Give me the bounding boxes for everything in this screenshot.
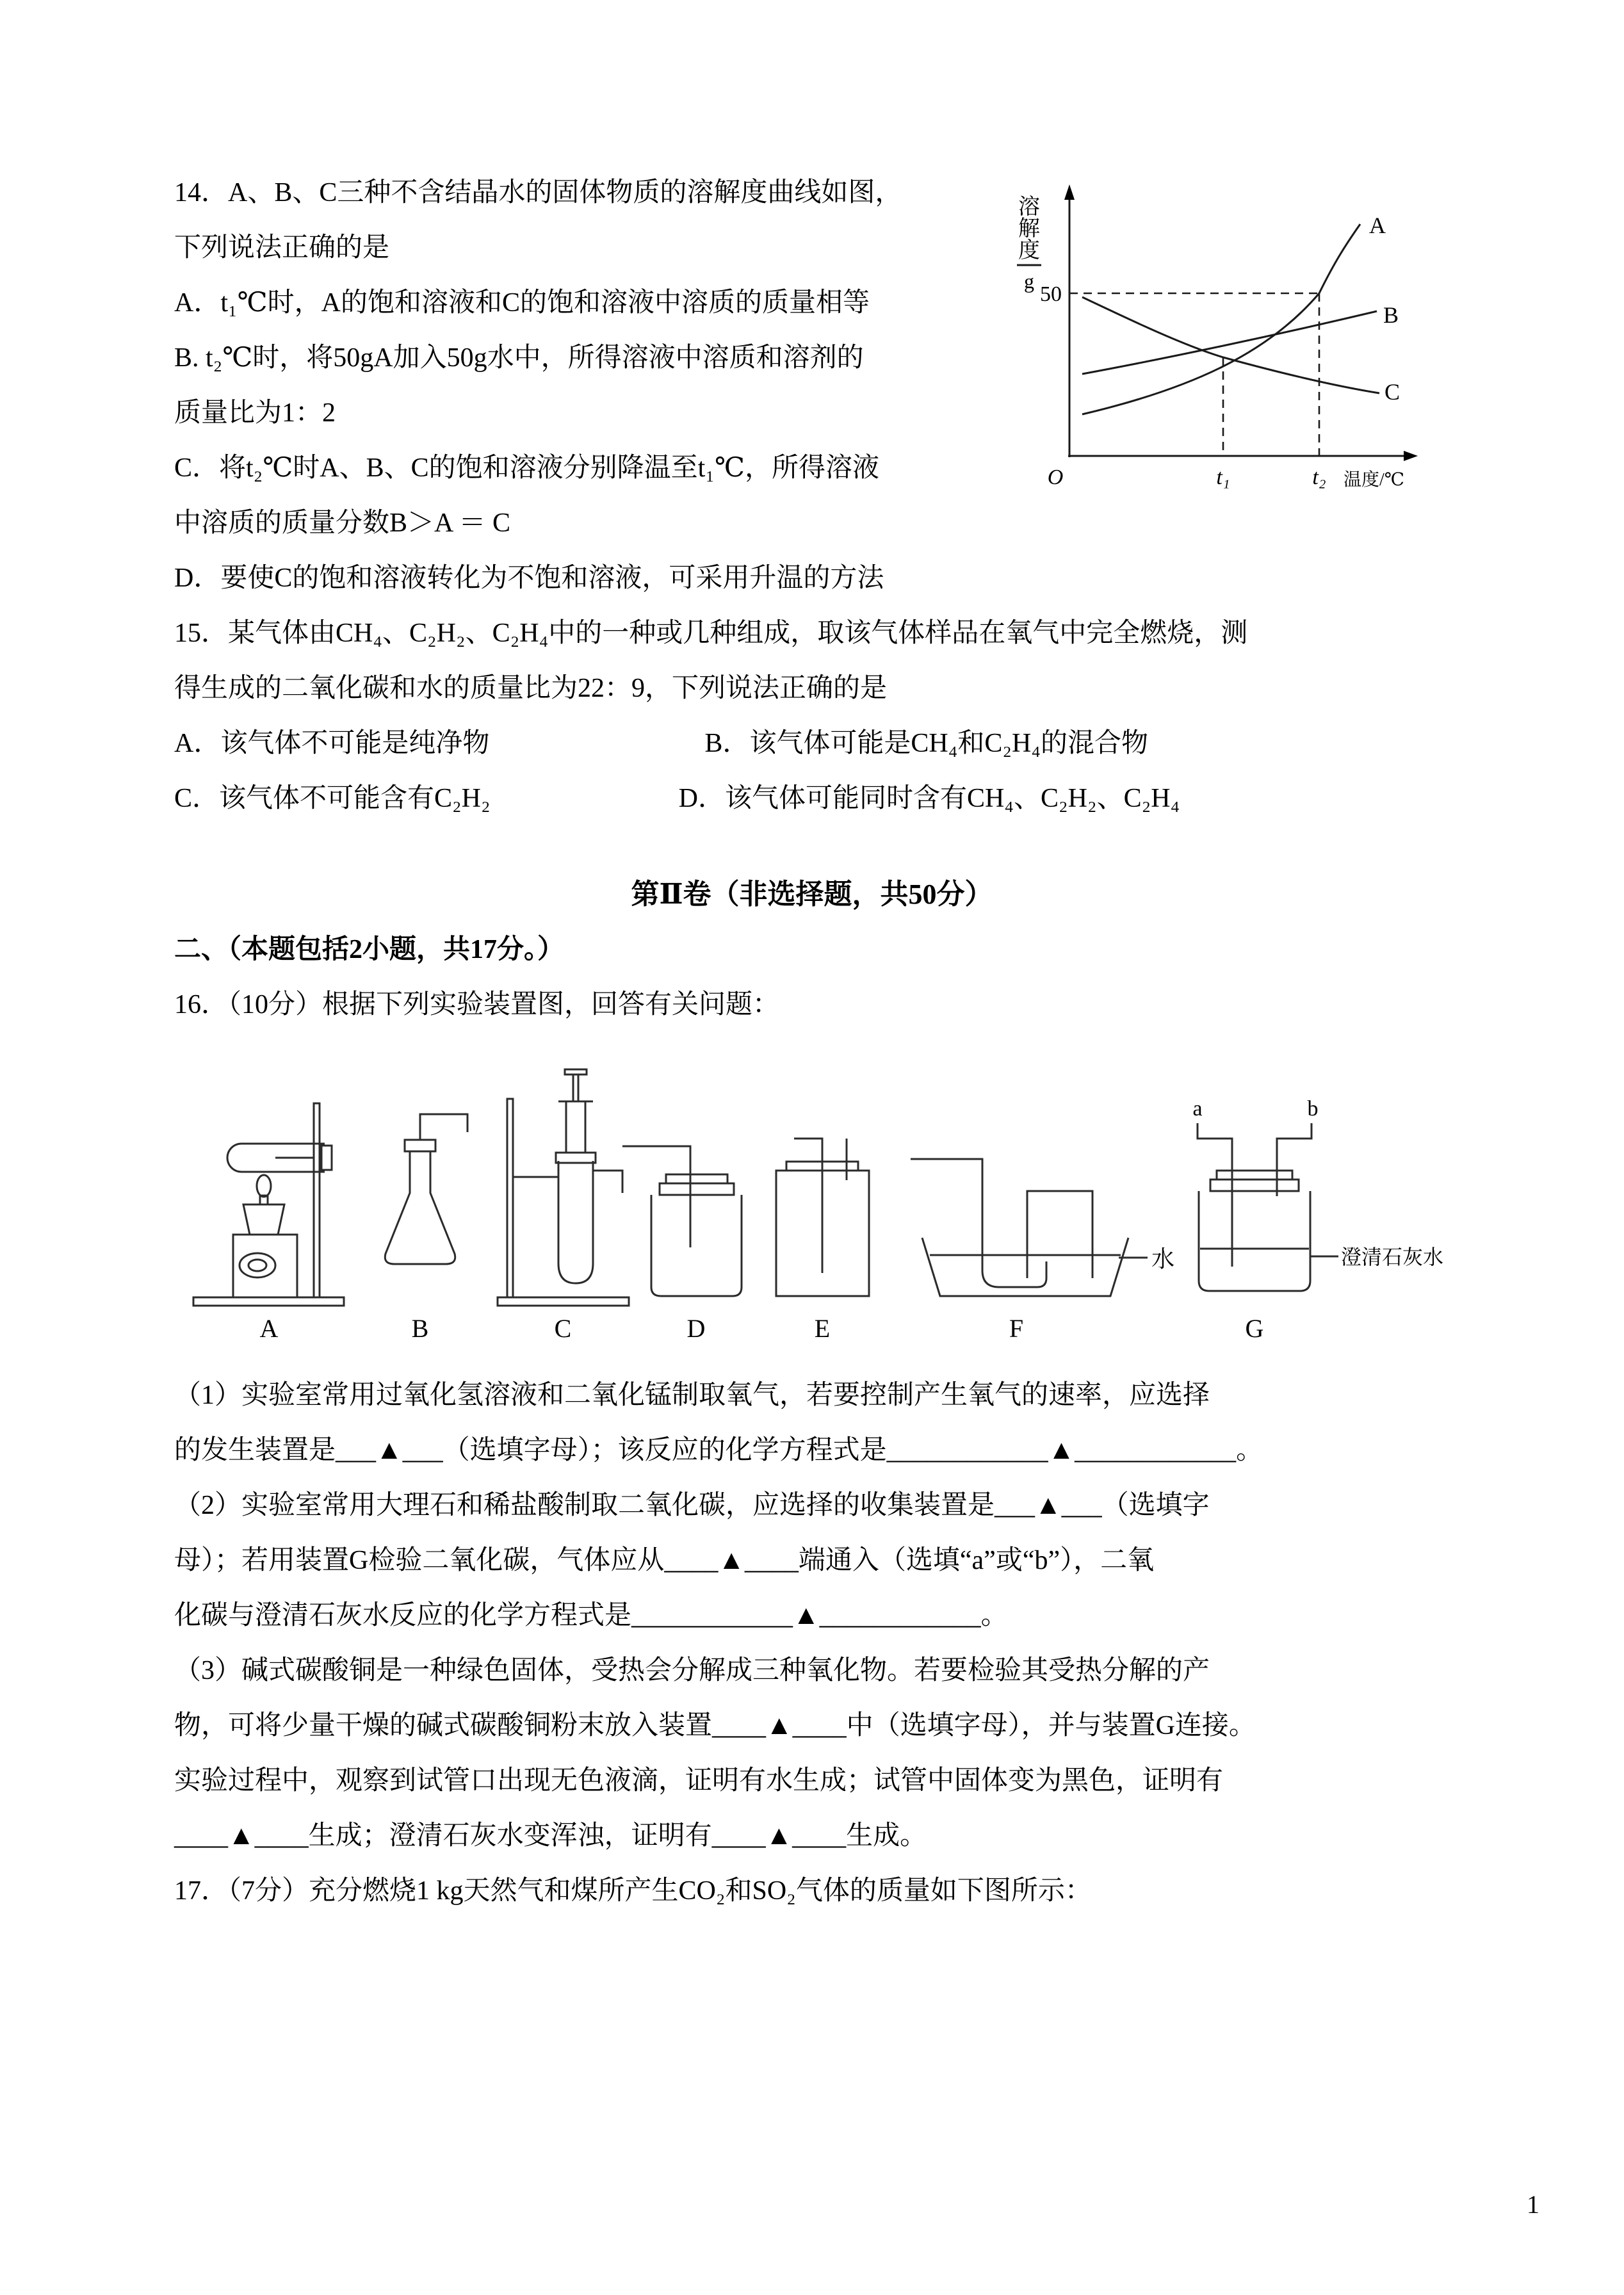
apparatus-figure [174, 1042, 1450, 1363]
apparatus-b-flask [385, 1114, 467, 1264]
apparatus-g-limewater-bottle [1198, 1123, 1338, 1291]
question-14 [174, 165, 1450, 606]
flame-icon [257, 1175, 271, 1197]
alcohol-lamp-icon [243, 1204, 284, 1235]
question-14-option-c: C．将t₂℃时A、B、C的饱和溶液分别降温至t₁℃，所得溶液 [174, 453, 879, 483]
question-16-part2-line: 母）；若用装置G检验二氧化碳，气体应从____▲____端通入（选填“a”或“b”），二氧 [174, 1546, 1155, 1575]
question-16-part3-line: （3）碱式碳酸铜是一种绿色固体，受热会分解成三种氧化物。若要检验其受热分解的产 [174, 1656, 1210, 1685]
question-16-part1-line: （1）实验室常用过氧化氢溶液和二氧化锰制取氧气，若要控制产生氧气的速率，应选择 [174, 1381, 1210, 1410]
limewater-label: 澄清石灰水 [1341, 1245, 1444, 1269]
apparatus-label-d: D [686, 1314, 706, 1343]
question-14-option-b-cont: 质量比为1：2 [174, 398, 336, 428]
question-16-intro: 16．（10分）根据下列实验装置图，回答有关问题： [174, 990, 780, 1019]
y-axis-arrow [1064, 184, 1075, 200]
question-17-intro: 17．（7分）充分燃烧1 kg天然气和煤所产生CO₂和SO₂气体的质量如下图所示： [174, 1876, 1092, 1906]
x-axis-label: 温度/℃ [1344, 470, 1405, 490]
t1-label: t₁ [1216, 466, 1230, 489]
y-axis-label-char: 度 [1018, 239, 1040, 263]
y-tick-50: 50 [1040, 282, 1062, 306]
apparatus-e-gas-jar [776, 1139, 869, 1296]
apparatus-label-c: C [554, 1314, 572, 1343]
apparatus-c-syringe-tube [498, 1069, 629, 1306]
apparatus-label-g: G [1245, 1314, 1264, 1343]
page-number: 1 [1527, 2190, 1539, 2219]
question-15-options-cd: C．该气体不可能含有C₂H₂ D．该气体可能同时含有CH₄、C₂H₂、C₂H₄ [174, 784, 1180, 813]
solubility-graph-figure [999, 168, 1450, 517]
question-14-line: 下列说法正确的是 [174, 233, 390, 263]
apparatus-label-e: E [814, 1314, 831, 1343]
question-15-line: 得生成的二氧化碳和水的质量比为22：9，下列说法正确的是 [174, 674, 888, 703]
solubility-curve-chart [999, 168, 1434, 514]
question-15-line: 15．某气体由CH₄、C₂H₂、C₂H₄中的一种或几种组成，取该气体样品在氧气中完全燃烧，测 [174, 619, 1248, 648]
question-14-option-c-cont: 中溶质的质量分数B＞A ＝ C [174, 508, 511, 538]
apparatus-label-b: B [411, 1314, 429, 1343]
question-14-line: 14．A、B、C三种不含结晶水的固体物质的溶解度曲线如图， [174, 178, 902, 207]
question-16-part2-line: 化碳与澄清石灰水反应的化学方程式是____________▲____________。 [174, 1601, 1008, 1630]
question-16-part2-line: （2）实验室常用大理石和稀盐酸制取二氧化碳，应选择的收集装置是___▲___（选填字 [174, 1491, 1210, 1520]
curve-a-label: A [1369, 213, 1386, 238]
question-16-parts [174, 1368, 1450, 1863]
question-14-option-d: D．要使C的饱和溶液转化为不饱和溶液，可采用升温的方法 [174, 564, 884, 593]
question-15 [174, 606, 1450, 826]
t2-label: t₂ [1312, 466, 1326, 489]
tube-b-label: b [1307, 1097, 1319, 1121]
question-14-option-a: A．t₁℃时，A的饱和溶液和C的饱和溶液中溶质的质量相等 [174, 288, 870, 318]
water-label: 水 [1151, 1246, 1175, 1272]
question-16-part3-line: 物，可将少量干燥的碱式碳酸铜粉末放入装置____▲____中（选填字母），并与装置G连接。 [174, 1711, 1256, 1740]
curve-c-label: C [1384, 379, 1401, 405]
apparatus-d-bottle [622, 1146, 742, 1296]
curve-b-label: B [1383, 302, 1399, 328]
question-16-part3-line: 实验过程中，观察到试管口出现无色液滴，证明有水生成；试管中固体变为黑色，证明有 [174, 1766, 1224, 1796]
section-2-heading: 第Ⅱ卷（非选择题，共50分） [631, 879, 993, 910]
x-axis-arrow [1404, 451, 1418, 461]
section-2-intro: 二、（本题包括2小题，共17分。） [174, 935, 565, 964]
question-15-options-ab: A．该气体不可能是纯净物 B．该气体可能是CH₄和C₂H₄的混合物 [174, 729, 1148, 758]
apparatus-diagram [174, 1042, 1449, 1343]
y-axis-label-char: 溶 [1018, 195, 1040, 219]
question-16-part3-line: ____▲____生成；澄清石灰水变浑浊，证明有____▲____生成。 [174, 1821, 927, 1851]
curve-b [1082, 311, 1377, 374]
y-axis-label-char: 解 [1018, 217, 1040, 241]
apparatus-label-a: A [259, 1314, 279, 1343]
origin-label: O [1047, 466, 1064, 489]
question-14-option-b: B. t₂℃时，将50gA加入50g水中，所得溶液中溶质和溶剂的 [174, 343, 864, 373]
y-axis-unit: g [1024, 270, 1034, 293]
tube-a-label: a [1192, 1097, 1203, 1121]
apparatus-f-water-trough [911, 1159, 1148, 1296]
question-16-part1-line: 的发生装置是___▲___（选填字母）；该反应的化学方程式是____________▲____________。 [174, 1436, 1263, 1465]
apparatus-label-f: F [1009, 1314, 1024, 1343]
syringe-icon [566, 1101, 585, 1153]
apparatus-a-heating-setup [193, 1103, 344, 1306]
